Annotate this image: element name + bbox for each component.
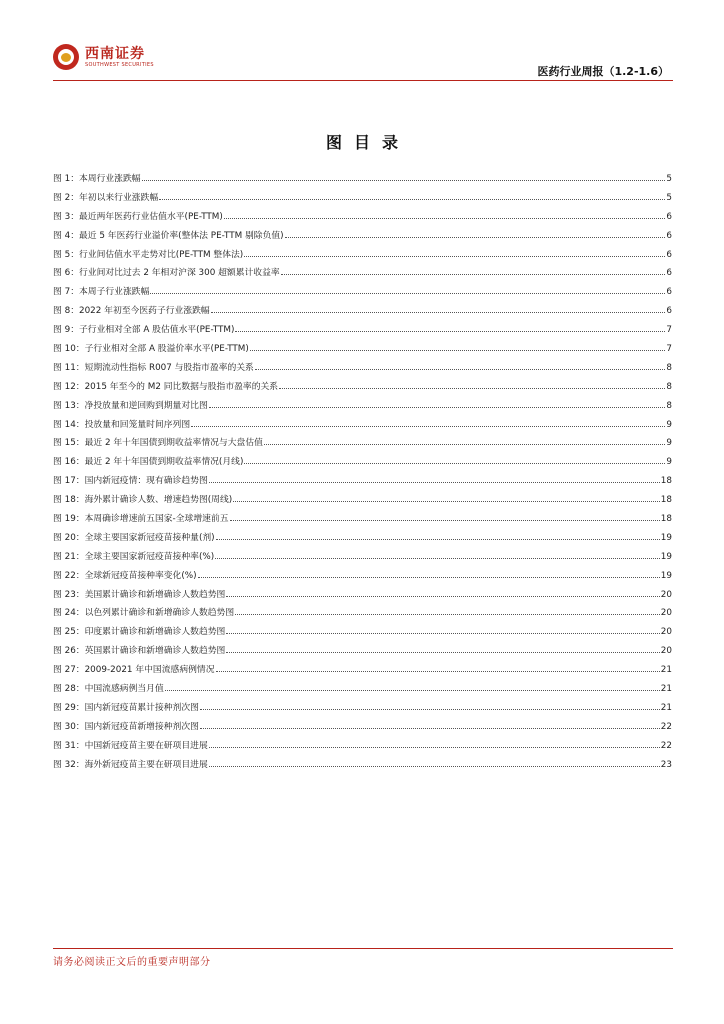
toc-entry[interactable] bbox=[53, 642, 672, 661]
toc-leader-dots bbox=[159, 199, 665, 200]
toc-leader-dots bbox=[255, 369, 666, 370]
toc-entry[interactable] bbox=[53, 378, 672, 397]
toc-entry-label[interactable]: 图 25：印度累计确诊和新增确诊人数趋势图 bbox=[53, 627, 226, 638]
logo-text bbox=[85, 46, 154, 69]
toc-entry-page: 19 bbox=[660, 551, 672, 562]
toc-entry[interactable] bbox=[53, 208, 672, 227]
toc-entry[interactable] bbox=[53, 283, 672, 302]
toc-leader-dots bbox=[264, 444, 665, 445]
toc-entry-label[interactable]: 图 23：美国累计确诊和新增确诊人数趋势图 bbox=[53, 589, 226, 600]
toc-entry[interactable] bbox=[53, 510, 672, 529]
toc-entry-label[interactable]: 图 32：海外新冠疫苗主要在研项目进展 bbox=[53, 759, 208, 770]
toc-entry-page: 20 bbox=[660, 608, 672, 619]
toc-entry-label[interactable]: 图 21：全球主要国家新冠疫苗接种率(%) bbox=[53, 551, 215, 562]
footer-divider bbox=[53, 948, 673, 949]
toc-entry-page: 18 bbox=[660, 495, 672, 506]
toc-entry-page: 19 bbox=[660, 532, 672, 543]
toc-leader-dots bbox=[198, 577, 660, 578]
toc-leader-dots bbox=[279, 388, 665, 389]
toc-entry-page: 9 bbox=[666, 457, 672, 468]
toc-entry[interactable] bbox=[53, 246, 672, 265]
toc-entry-page: 7 bbox=[666, 344, 672, 355]
toc-entry-page: 20 bbox=[660, 646, 672, 657]
toc-entry-label[interactable]: 图 22：全球新冠疫苗接种率变化(%) bbox=[53, 570, 197, 581]
page-title: 图目录 bbox=[325, 133, 410, 152]
toc-leader-dots bbox=[235, 331, 665, 332]
toc-entry-page: 20 bbox=[660, 589, 672, 600]
toc-entry-label[interactable]: 图 26：英国累计确诊和新增确诊人数趋势图 bbox=[53, 646, 226, 657]
toc-entry-label[interactable]: 图 14：投放量和回笼量时间序列图 bbox=[53, 419, 191, 430]
toc-entry-label[interactable]: 图 4：最近 5 年医药行业溢价率(整体法 PE-TTM 剔除负值) bbox=[53, 230, 284, 241]
toc-entry-page: 8 bbox=[666, 400, 672, 411]
figure-toc-list bbox=[53, 170, 672, 775]
toc-leader-dots bbox=[233, 501, 660, 502]
toc-entry-page: 5 bbox=[666, 174, 672, 184]
toc-leader-dots bbox=[244, 463, 665, 464]
toc-leader-dots bbox=[216, 671, 660, 672]
toc-entry-label[interactable]: 图 12：2015 年至今的 M2 同比数据与股指市盈率的关系 bbox=[53, 381, 279, 392]
toc-entry-label[interactable]: 图 29：国内新冠疫苗累计接种剂次图 bbox=[53, 702, 199, 713]
page-header bbox=[53, 40, 673, 84]
toc-entry-label[interactable]: 图 6：行业间对比过去 2 年相对沪深 300 超额累计收益率 bbox=[53, 268, 280, 279]
toc-entry[interactable] bbox=[53, 434, 672, 453]
toc-entry[interactable] bbox=[53, 359, 672, 378]
toc-leader-dots bbox=[191, 426, 665, 427]
company-logo bbox=[53, 44, 154, 70]
toc-entry-label[interactable]: 图 16：最近 2 年十年国债到期收益率情况(月线) bbox=[53, 457, 244, 468]
toc-leader-dots bbox=[226, 652, 659, 653]
toc-entry-label[interactable]: 图 27：2009-2021 年中国流感病例情况 bbox=[53, 665, 215, 676]
toc-entry[interactable] bbox=[53, 416, 672, 435]
logo-mark-icon bbox=[53, 44, 79, 70]
toc-leader-dots bbox=[235, 614, 660, 615]
toc-leader-dots bbox=[209, 766, 660, 767]
toc-entry-page: 5 bbox=[666, 192, 672, 203]
toc-entry-label[interactable]: 图 5：行业间估值水平走势对比(PE-TTM 整体法) bbox=[53, 249, 244, 260]
toc-entry-page: 6 bbox=[666, 306, 672, 317]
toc-leader-dots bbox=[215, 558, 660, 559]
toc-leader-dots bbox=[209, 747, 660, 748]
toc-entry[interactable] bbox=[53, 604, 672, 623]
toc-entry-page: 21 bbox=[660, 702, 672, 713]
toc-entry-label[interactable]: 图 31：中国新冠疫苗主要在研项目进展 bbox=[53, 740, 208, 751]
toc-leader-dots bbox=[200, 728, 660, 729]
toc-entry-label[interactable]: 图 2：年初以来行业涨跌幅 bbox=[53, 192, 159, 203]
toc-entry-label[interactable]: 图 8：2022 年初至今医药子行业涨跌幅 bbox=[53, 306, 210, 317]
toc-entry[interactable] bbox=[53, 227, 672, 246]
toc-entry[interactable] bbox=[53, 472, 672, 491]
toc-entry[interactable] bbox=[53, 699, 672, 718]
toc-entry-label[interactable]: 图 24：以色列累计确诊和新增确诊人数趋势图 bbox=[53, 608, 235, 619]
toc-leader-dots bbox=[209, 482, 660, 483]
toc-entry[interactable] bbox=[53, 756, 672, 775]
toc-entry-page: 9 bbox=[666, 438, 672, 449]
toc-entry-label[interactable]: 图 30：国内新冠疫苗新增接种剂次图 bbox=[53, 721, 199, 732]
toc-leader-dots bbox=[285, 237, 666, 238]
toc-entry[interactable] bbox=[53, 189, 672, 208]
toc-entry-page: 8 bbox=[666, 381, 672, 392]
toc-entry-page: 6 bbox=[666, 249, 672, 260]
toc-entry[interactable] bbox=[53, 453, 672, 472]
toc-entry-label[interactable]: 图 1：本周行业涨跌幅 bbox=[53, 174, 141, 184]
toc-entry[interactable] bbox=[53, 718, 672, 737]
toc-entry[interactable] bbox=[53, 340, 672, 359]
toc-entry-page: 21 bbox=[660, 665, 672, 676]
toc-entry[interactable] bbox=[53, 737, 672, 756]
toc-leader-dots bbox=[211, 312, 666, 313]
toc-leader-dots bbox=[216, 539, 660, 540]
toc-entry-page: 18 bbox=[660, 476, 672, 487]
toc-entry-page: 19 bbox=[660, 570, 672, 581]
toc-entry-label[interactable]: 图 28：中国流感病例当月值 bbox=[53, 684, 164, 695]
toc-entry-page: 6 bbox=[666, 211, 672, 222]
toc-entry[interactable] bbox=[53, 623, 672, 642]
toc-entry-label[interactable]: 图 17：国内新冠疫情：现有确诊趋势图 bbox=[53, 476, 208, 487]
logo-cn: 西南证券 bbox=[85, 45, 145, 62]
toc-entry-page: 6 bbox=[666, 287, 672, 298]
toc-entry-page: 22 bbox=[660, 740, 672, 751]
toc-entry-page: 23 bbox=[660, 759, 672, 770]
toc-entry-page: 21 bbox=[660, 684, 672, 695]
toc-leader-dots bbox=[226, 596, 659, 597]
logo-en: SOUTHWEST SECURITIES bbox=[85, 61, 154, 68]
toc-entry-label[interactable]: 图 13：净投放量和逆回购到期量对比图 bbox=[53, 400, 208, 411]
toc-entry-label[interactable]: 图 10：子行业相对全部 A 股溢价率水平(PE-TTM) bbox=[53, 344, 249, 355]
toc-entry[interactable] bbox=[53, 170, 672, 189]
toc-entry-label[interactable]: 图 19：本周确诊增速前五国家-全球增速前五 bbox=[53, 514, 229, 525]
toc-entry-label[interactable]: 图 20：全球主要国家新冠疫苗接种量(剂) bbox=[53, 532, 215, 543]
toc-entry[interactable] bbox=[53, 567, 672, 586]
toc-leader-dots bbox=[281, 274, 666, 275]
toc-entry[interactable] bbox=[53, 680, 672, 699]
toc-entry-page: 7 bbox=[666, 325, 672, 336]
toc-entry-label[interactable]: 图 15：最近 2 年十年国债到期收益率情况与大盘估值 bbox=[53, 438, 263, 449]
toc-entry[interactable] bbox=[53, 661, 672, 680]
toc-entry[interactable] bbox=[53, 491, 672, 510]
toc-entry-label[interactable]: 图 9：子行业相对全部 A 股估值水平(PE-TTM) bbox=[53, 325, 235, 336]
toc-leader-dots bbox=[226, 633, 659, 634]
toc-entry-label[interactable]: 图 18：海外累计确诊人数、增速趋势图(周线) bbox=[53, 495, 233, 506]
toc-leader-dots bbox=[150, 293, 665, 294]
toc-entry[interactable] bbox=[53, 529, 672, 548]
toc-leader-dots bbox=[200, 709, 660, 710]
toc-entry-page: 9 bbox=[666, 419, 672, 430]
toc-leader-dots bbox=[224, 218, 666, 219]
toc-entry[interactable] bbox=[53, 586, 672, 605]
toc-entry-page: 20 bbox=[660, 627, 672, 638]
toc-leader-dots bbox=[244, 256, 665, 257]
toc-entry[interactable] bbox=[53, 302, 672, 321]
toc-entry-page: 22 bbox=[660, 721, 672, 732]
toc-entry-page: 8 bbox=[666, 362, 672, 373]
toc-entry[interactable] bbox=[53, 397, 672, 416]
report-title: 医药行业周报（1.2-1.6） bbox=[537, 65, 669, 78]
toc-leader-dots bbox=[209, 407, 666, 408]
toc-entry-page: 18 bbox=[660, 514, 672, 525]
toc-leader-dots bbox=[230, 520, 660, 521]
toc-leader-dots bbox=[250, 350, 666, 351]
toc-entry[interactable] bbox=[53, 264, 672, 283]
toc-entry-label[interactable]: 图 7：本周子行业涨跌幅 bbox=[53, 287, 150, 298]
toc-entry[interactable] bbox=[53, 548, 672, 567]
toc-entry-page: 6 bbox=[666, 268, 672, 279]
toc-leader-dots bbox=[142, 180, 666, 181]
toc-entry-label[interactable]: 图 3：最近两年医药行业估值水平(PE-TTM) bbox=[53, 211, 223, 222]
footer-notice: 请务必阅读正文后的重要声明部分 bbox=[53, 957, 211, 968]
toc-leader-dots bbox=[165, 690, 660, 691]
toc-entry-page: 6 bbox=[666, 230, 672, 241]
toc-entry-label[interactable]: 图 11：短期流动性指标 R007 与股指市盈率的关系 bbox=[53, 362, 254, 373]
header-divider bbox=[53, 80, 673, 81]
toc-entry[interactable] bbox=[53, 321, 672, 340]
